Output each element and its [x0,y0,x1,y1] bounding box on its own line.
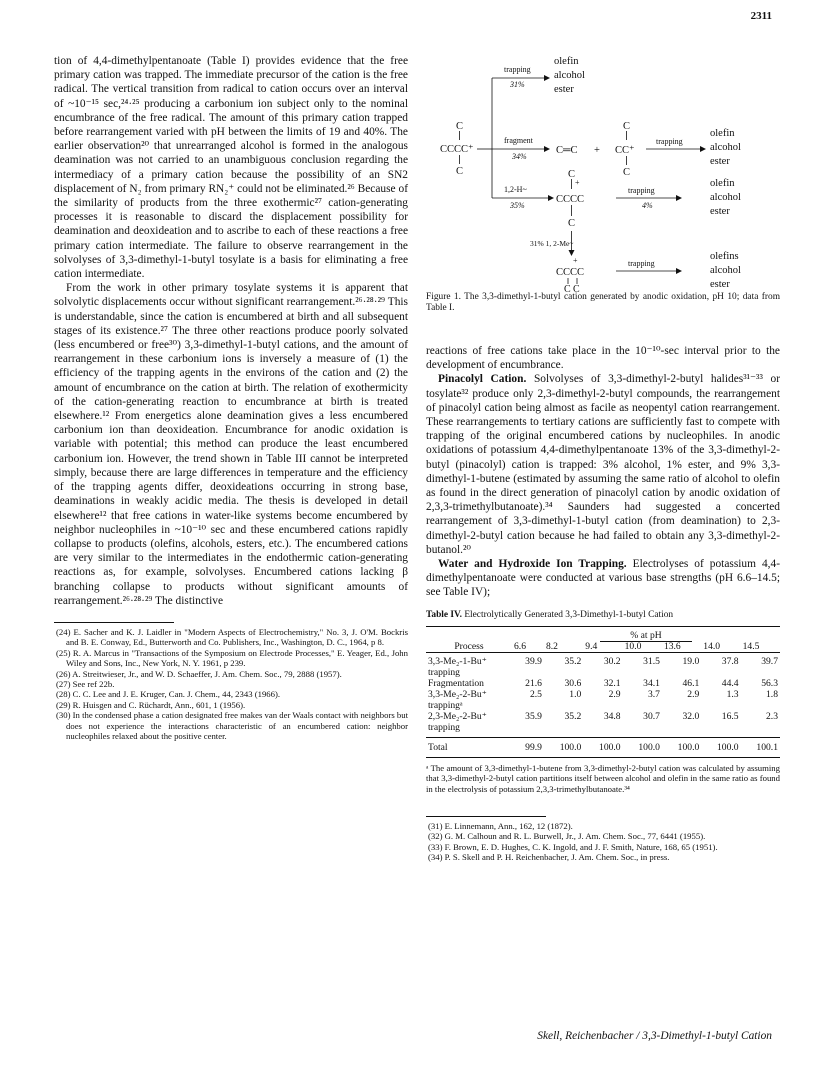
row-label: 3,3-Me₂-2-Bu⁺ trappingᵃ [428,688,487,711]
product-label: ester [710,279,730,290]
table-cell: 30.6 [564,677,582,689]
table-row [426,689,780,711]
row-label: Total [428,741,448,753]
table-header-row [426,641,780,653]
product-label: olefins [710,251,739,262]
table-iv [426,626,780,758]
start-cation: CCCC⁺ [440,144,474,155]
product-label: alcohol [554,70,585,81]
column-header: 10.0 [624,640,642,652]
atom-label: C [623,121,631,132]
arrowhead-icon [700,146,706,152]
atom-label: C [623,167,631,178]
reference: (34) P. S. Skell and P. H. Reichenbacher, J. Am. Chem. Soc., in press. [428,852,670,863]
section-heading: Pinacolyl Cation. [438,373,527,386]
product-label: alcohol [710,192,741,203]
reference: (27) See ref 22b. [56,678,115,689]
row-label: 3,3-Me₂-1-Bu⁺ trapping [428,655,487,678]
row-label: Fragmentation [428,677,484,689]
table-cell: 1.8 [766,688,778,700]
reference: (33) F. Brown, E. D. Hughes, C. K. Ingold, and J. F. Smith, Nature, 168, 65 (1951). [428,841,718,852]
reference: (31) E. Linnemann, Ann., 162, 12 (1872). [428,821,573,832]
table-cell: 1.3 [726,688,739,700]
row-label: 2,3-Me₂-2-Bu⁺ trapping [428,710,487,733]
table-cell: 100.0 [677,741,700,753]
table-row [426,678,780,689]
arrowhead-icon [544,146,550,152]
table-cell: 34.1 [643,677,660,689]
charge-sign: + [573,256,578,265]
table-cell: 2.5 [529,688,542,700]
arrow-percent: 4% [642,201,653,210]
paragraph-text: Electrolyses of potassium 4,4-dimethylpentanoate were conducted at various base strengths (pH 6.6–14.5; see Table IV); [426,558,780,599]
body-paragraph: reactions of free cations take place in the 10⁻¹⁰-sec interval prior to the development of encumbrance. [426,345,780,372]
arrow-label: trapping [628,259,655,268]
section-heading: Water and Hydroxide Ion Trapping. [438,558,627,571]
table-footnote: ᵃ The amount of 3,3-dimethyl-1-butene from 3,3-dimethyl-2-butyl cation was calculated by assuming that 3,3-dimethyl-2-butyl cation partitions itself between alcohol and olefin in the same ratio as found in the electrolysis of potassium 2,3,3-trimethylbutanoate.³⁴ [426,762,780,794]
reference-list [426,821,780,863]
product-label: ester [710,156,730,167]
product-label: olefin [710,128,735,139]
table-cell: 100.0 [638,741,660,753]
atom-label: C [573,284,580,292]
table-cell: 30.7 [643,710,660,722]
secondary-cation: CCCC [556,194,585,205]
column-header: 14.0 [703,640,721,652]
arrow-label: trapping [628,186,655,195]
atom-label: C [456,166,464,177]
arrow-percent: 35% [510,201,525,210]
tertiary-cation: CCCC [556,267,585,278]
atom-label: C [568,169,576,180]
table-cell: 30.2 [603,655,621,667]
product-label: ester [554,84,574,95]
arrowhead-icon [548,195,554,201]
figure-caption: Figure 1. The 3,3-dimethyl-1-butyl cation generated by anodic oxidation, pH 10; data from Table I. [426,292,780,314]
table-cell: 35.9 [525,710,542,722]
arrowhead-icon [676,268,682,274]
table-cell: 100.0 [559,741,582,753]
table-cell: 100.1 [756,741,778,753]
atom-label: C [568,218,576,229]
table-cell: 3.7 [647,688,660,700]
table-cell: 46.1 [682,677,700,689]
table-row [426,652,780,678]
arrow-label: 31% 1, 2-Me~ [530,239,574,248]
arrow-percent: 31% [510,80,525,89]
column-header: 6.6 [514,640,526,652]
table-cell: 1.0 [569,688,582,700]
page-number: 2311 [750,10,772,22]
table-cell: 39.9 [525,655,542,667]
table-cell: 32.1 [603,677,621,689]
column-header: 14.5 [742,640,760,652]
reference-list [54,627,408,741]
table-cell: 21.6 [525,677,542,689]
column-header: 13.6 [663,640,681,652]
table-cell: 35.2 [564,710,582,722]
arrow-percent: 34% [512,152,527,161]
product-label: alcohol [710,142,741,153]
reaction-scheme [432,28,772,292]
table-header-row [426,626,780,641]
running-footer: Skell, Reichenbacher / 3,3-Dimethyl-1-butyl Cation [537,1030,772,1042]
reference: (29) R. Huisgen and C. Rüchardt, Ann., 601, 1 (1956). [56,699,246,710]
span-header: % at pH [512,626,780,641]
fragment-cation: CC⁺ [615,145,635,156]
table-total-row [426,737,780,757]
fragment-olefin: C═C [556,145,578,156]
column-header: 8.2 [545,640,558,652]
table-cell: 100.0 [599,741,621,753]
reference: (30) In the condensed phase a cation designated free makes van der Waals contact with neighbors but does not experience the interactions characteristic of an encumbered cation: neighbor nucleophiles relaxed about the positive center. [56,710,408,741]
reference: (32) G. M. Calhoun and R. L. Burwell, Jr., J. Am. Chem. Soc., 77, 6441 (1955). [428,831,706,842]
arrow-label: 1,2-H~ [504,185,527,194]
charge-sign: + [575,178,580,187]
body-paragraph [426,372,780,557]
reference: (25) R. A. Marcus in "Transactions of the Symposium on Electrode Processes," E. Yeager, Ed., John Wiley and Sons, Inc., New York, N. Y. 1961, p 239. [56,647,408,669]
header-spacer [426,626,512,641]
table-cell: 2.3 [766,710,778,722]
atom-label: C [456,121,464,132]
body-paragraph: From the work in other primary tosylate systems it is apparent that solvolytic displacements occur without significant rearrangement.²⁶·²⁸·²⁹ This is understandable, since the cation is encumbered at birth and all subsequent stages of its existence.²⁷ The three other reactions produce poorly solvated (less encumbered or free³⁰) 3,3-dimethyl-1-butyl cations, and the amount of rearrangement in these carbonium ions is inversely a measure of (1) the efficiency of the trapping agents in the environs of the cation and (2) the amount of encumbrance on the cation at birth. The relation of exothermicity of the cation-generating reaction to encumbrance at birth is treated elsewhere.¹² From energetics alone deamination gives a less encumbered carbonium ion than deoxideation. Encumbrance for anodic oxidation is variable with potential; this method can produce the least encumbered carbonium ion. However, the trend shown in Table III cannot be interpreted simply, because there are large differences in temperature and the efficiency of the trapping agents differ, deoxideations occurring in strong base, deaminations in weakly acidic media. The thesis is developed in detail elsewhere¹² that free cations in water-like systems become encumbered by neighbor nucleophiles in ~10⁻¹⁰ sec and these encumbered cations rapidly collapse to products (olefins, alcohols, esters, etc.). The encumbered cations are very similar to the intermediates in the endothermic cation-generating reactions as, for example, solvolyses. Encumbered cations lacking β branching collapse to products without significant amounts of rearrangement.²⁶·²⁸·²⁹ The distinctive [54,282,408,607]
footnote-rule [426,816,546,817]
product-label: olefin [710,178,735,189]
product-label: ester [710,206,730,217]
table-cell: 35.2 [564,655,582,667]
body-paragraph [426,557,780,600]
table-row [426,711,780,738]
table-label: Table IV. [426,609,462,620]
column-header: 9.4 [585,640,598,652]
reference: (26) A. Streitwieser, Jr., and W. D. Schaeffer, J. Am. Chem. Soc., 79, 2888 (1957). [56,668,342,679]
reference: (24) E. Sacher and K. J. Laidler in "Modern Aspects of Electrochemistry," No. 3, J. O'M. Bockris and B. E. Conway, Ed., Butterworth and Co. Publishers, Inc., Washington, D. C., 1964, p 8. [56,626,408,648]
table-cell: 34.8 [603,710,621,722]
arrowhead-icon [544,75,550,81]
arrow-label: fragment [504,136,533,145]
column-header: Process [454,640,484,652]
table-cell: 19.0 [682,655,700,667]
table-cell: 32.0 [682,710,700,722]
footnote-rule [54,622,174,623]
table-cell: 100.0 [717,741,739,753]
right-column [426,344,780,863]
table-cell: 2.9 [608,688,621,700]
table-cell: 2.9 [687,688,700,700]
table-cell: 44.4 [721,677,739,689]
table-cell: 37.8 [721,655,739,667]
reference: (28) C. C. Lee and J. E. Kruger, Can. J. Chem., 44, 2343 (1966). [56,689,281,700]
table-cell: 16.5 [721,710,739,722]
table-cell: 56.3 [761,677,778,689]
left-column [54,54,408,741]
table-cell: 39.7 [761,655,778,667]
body-paragraph: tion of 4,4-dimethylpentanoate (Table I) provides evidence that the free primary cation was trapped. The immediate precursor of the cation is the free radical. The vertical transition from radical to cation occurs over an interval of ~10⁻¹⁵ sec,²⁴·²⁵ producing a carbonium ion subject only to the nominal encumbrance of the free radical. The amount of this primary cation trapped before rearrangement varied with pH between the limits of 19 and 40%. The earlier observation²⁰ that unrearranged alcohol is formed in the analogous deamination was not carried to an unambiguous conclusion regarding the intermediacy of a primary cation because the possibility of an SN2 displacement of N₂ from primary RN₂⁺ could not be eliminated.²⁶ Because of the similarity of products from the three exothermic²⁷ cation-generating processes it is reasonable to discard the displacement possibility for deamination and deoxideation and to ascribe to each of these reactions a free primary cation intermediate. The failure to observe rearrangement in the solvolyses of 3,3-dimethyl-1-butyl tosylate is a basis for eliminating a free cation intermediate. [54,55,408,281]
plus-sign: + [594,145,600,156]
table-cell: 31.5 [643,655,660,667]
arrowhead-icon [676,195,682,201]
atom-label: C [564,284,571,292]
paragraph-text: Solvolyses of 3,3-dimethyl-2-butyl halides³¹⁻³³ or tosylate³² produce only 2,3-dimethyl-2-butyl compounds, the rearrangement of pinacolyl cation being almost as facile as neopentyl cation rearrangement. These rearrangements to tertiary cations are sufficiently fast to compete with trapping of the original encumbered cations by nucleophiles. In anodic oxidations of potassium 4,4-dimethylpentanoate 13% of the 3,3-dimethyl-2-butyl (pinacolyl) cation is trapped: 3% alcohol, 1% ester, and 9% 3,3-dimethyl-1-butene (estimated by assuming the same ratio of alcohol to olefin as found in the direct generation of pinacolyl cation by anodic oxidation of 2,3,3-trimethylbutanoate).³⁴ Saunders had suggested a concerted rearrangement of 3,3-dimethyl-1-butyl cation (from deamination) to 2,3-dimethyl-2-butyl cation because he had failed to obtain any 3,3-dimethyl-2-butanol.²⁰ [426,373,780,556]
product-label: alcohol [710,265,741,276]
table-cell: 99.9 [525,741,542,753]
figure-1 [432,28,772,292]
table-caption [426,608,780,622]
table-title: Electrolytically Generated 3,3-Dimethyl-1-butyl Cation [464,609,674,620]
arrow-label: trapping [504,65,531,74]
product-label: olefin [554,56,579,67]
arrow-label: trapping [656,137,683,146]
